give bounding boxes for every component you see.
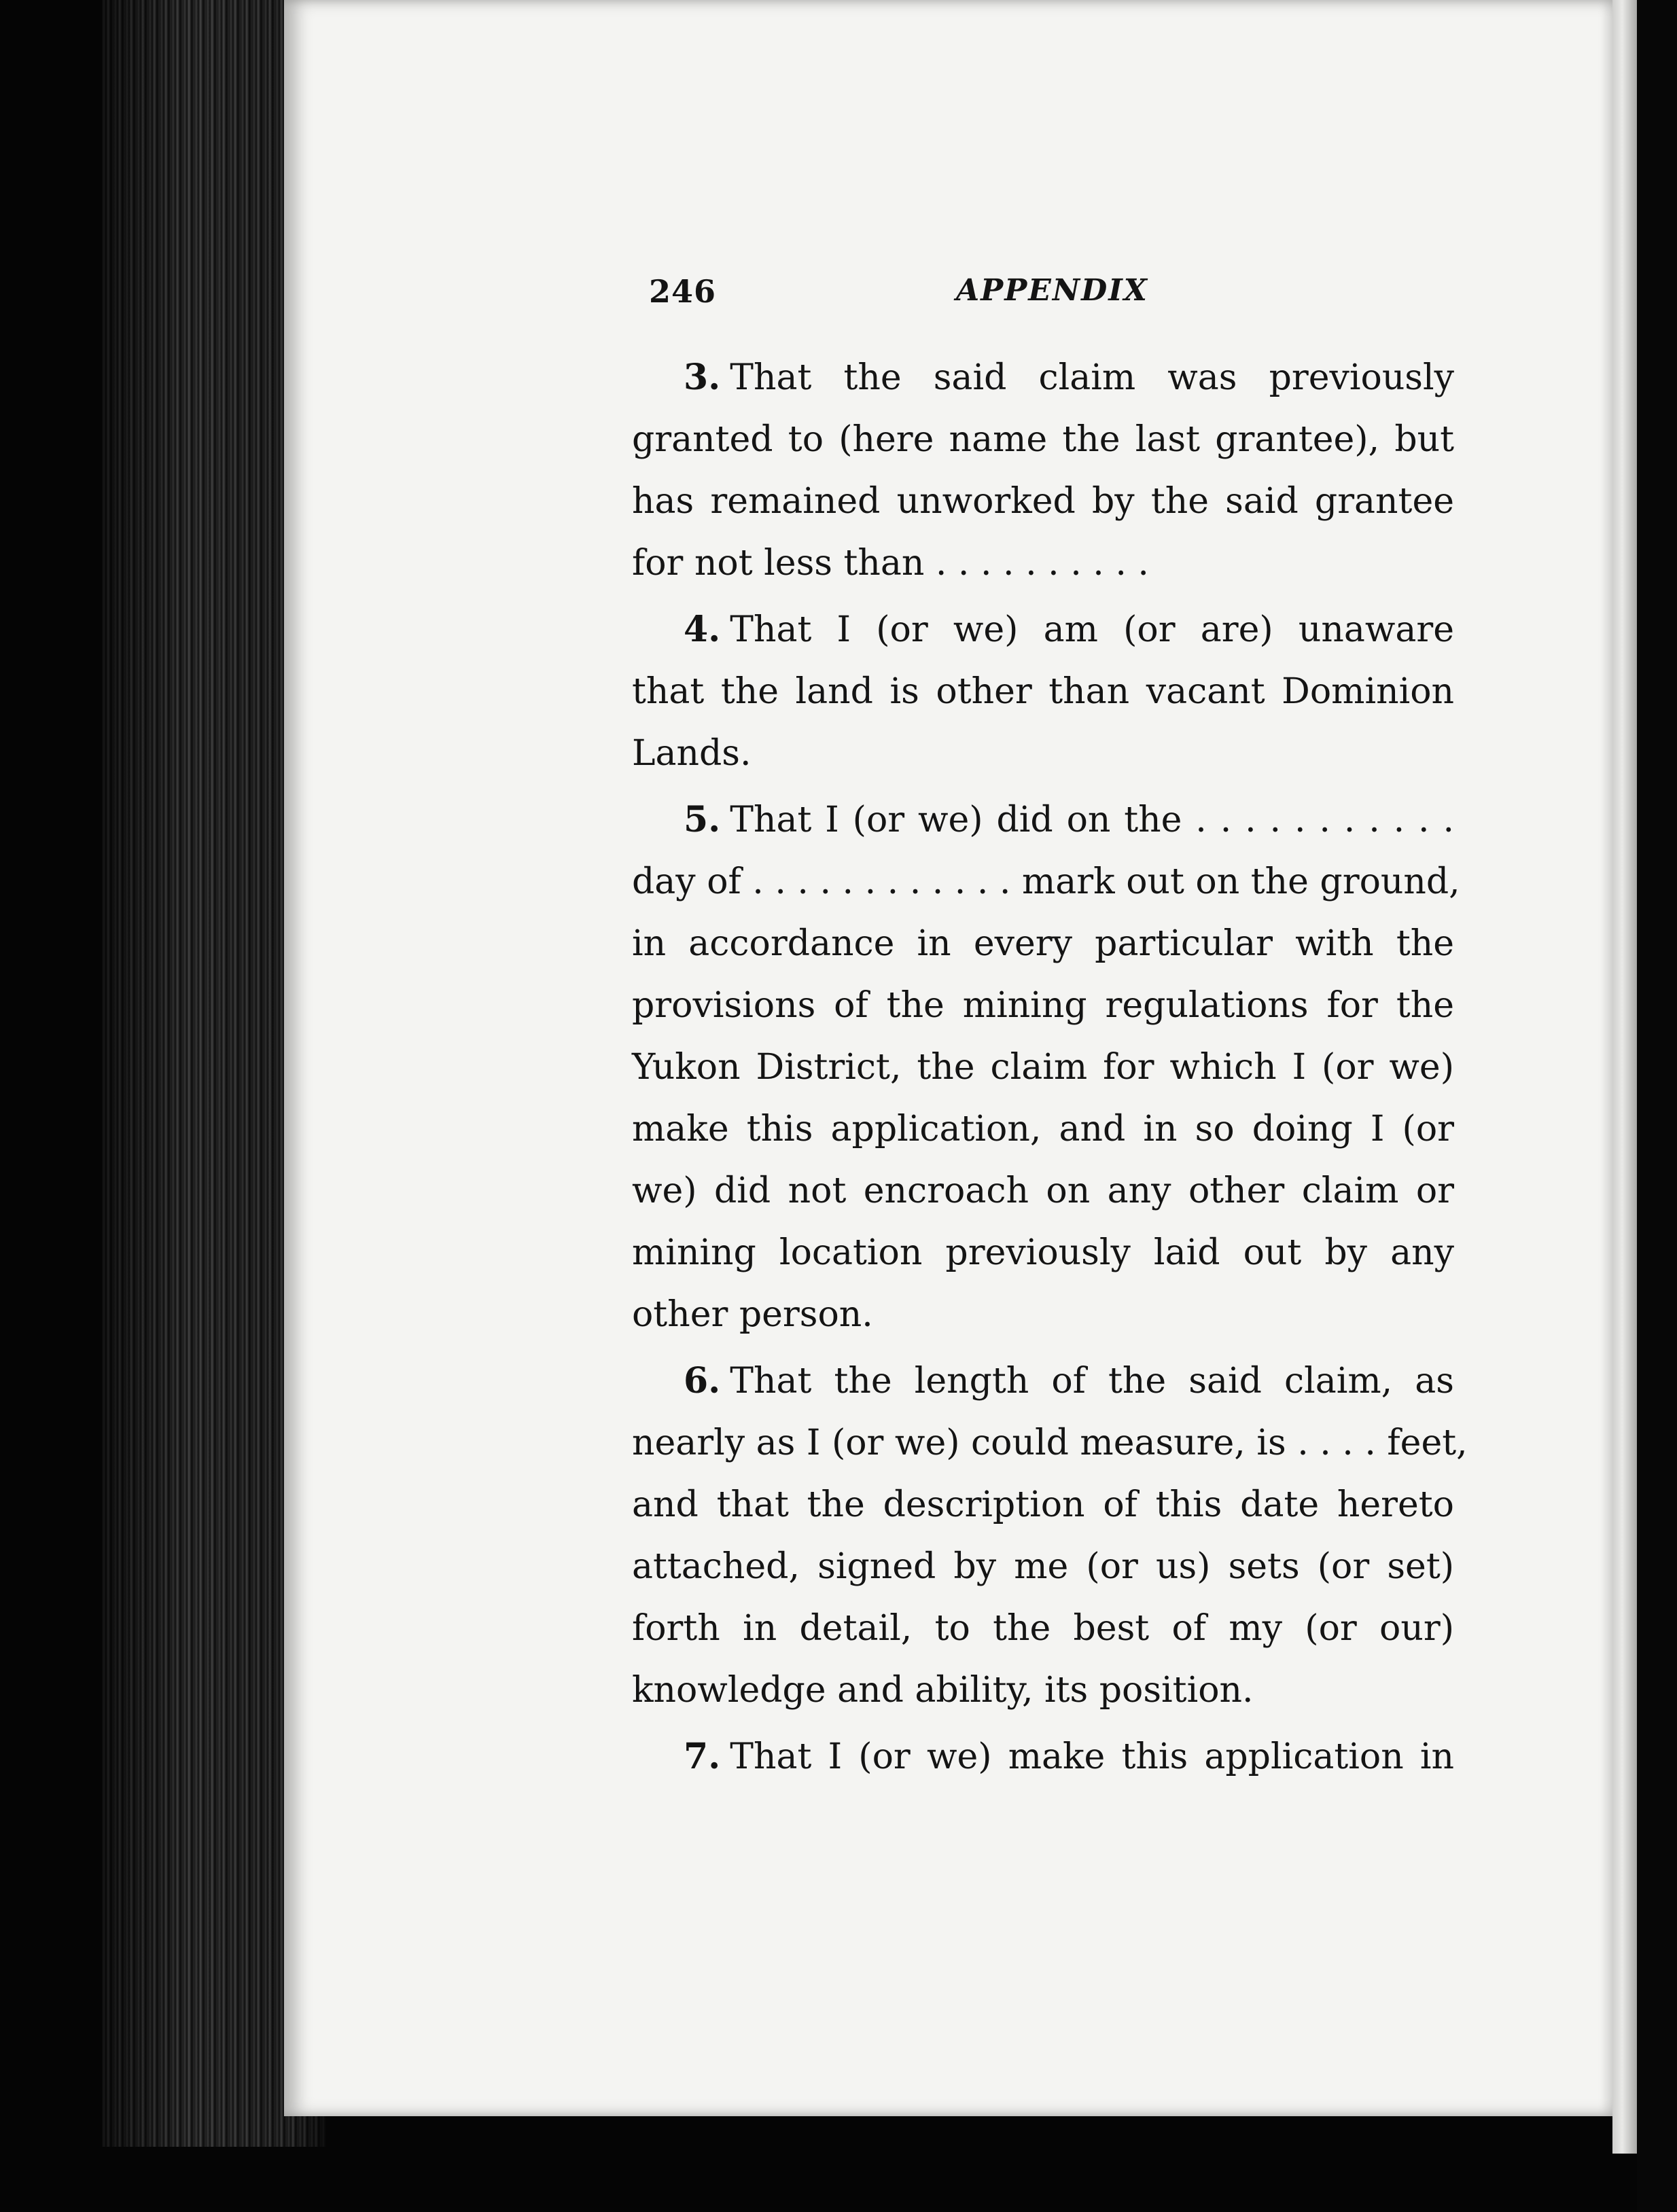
running-title: APPENDIX bbox=[956, 273, 1148, 308]
paragraph-line: Lands. bbox=[632, 733, 752, 774]
paragraph-6 bbox=[632, 1350, 1468, 1722]
paragraph-line: and that the description of this date hereto bbox=[632, 1484, 1454, 1525]
paragraph-3 bbox=[632, 346, 1454, 594]
paragraph-line: we) did not encroach on any other claim or bbox=[632, 1171, 1454, 1211]
paragraph-number: 3. bbox=[684, 357, 721, 398]
paragraph-5 bbox=[632, 789, 1460, 1346]
paragraph-number: 4. bbox=[684, 609, 721, 650]
paragraph-line: mining location previously laid out by any bbox=[632, 1232, 1454, 1273]
paragraph-line: nearly as I (or we) could measure, is . . . . feet, bbox=[632, 1423, 1468, 1463]
paragraph-line: forth in detail, to the best of my (or our) bbox=[632, 1608, 1454, 1649]
paragraph-line: 5. That I (or we) did on the . . . . . . . . . . . bbox=[684, 799, 1454, 840]
paragraph-line: in accordance in every particular with the bbox=[632, 923, 1454, 964]
paragraph-line: make this application, and in so doing I (or bbox=[632, 1109, 1454, 1149]
paragraph-7 bbox=[632, 1726, 1454, 1788]
paragraph-number: 5. bbox=[684, 799, 721, 840]
paragraph-line: has remained unworked by the said grantee bbox=[632, 481, 1454, 522]
right-dark-margin bbox=[1637, 0, 1677, 2212]
paragraph-4 bbox=[632, 599, 1454, 785]
paragraph-line: 7. That I (or we) make this application in bbox=[684, 1736, 1454, 1777]
paragraph-line: Yukon District, the claim for which I (or we) bbox=[632, 1047, 1454, 1088]
paragraph-line: granted to (here name the last grantee), but bbox=[632, 419, 1454, 460]
paragraph-number: 7. bbox=[684, 1736, 721, 1777]
paragraph-line: 4. That I (or we) am (or are) unaware bbox=[684, 609, 1454, 650]
running-head bbox=[649, 273, 1451, 327]
paragraph-line: for not less than . . . . . . . . . . bbox=[632, 543, 1149, 584]
paragraph-line: 3. That the said claim was previously bbox=[684, 357, 1454, 398]
paragraph-number: 6. bbox=[684, 1360, 721, 1402]
body-text bbox=[632, 346, 1468, 1792]
page-fold-strip bbox=[1612, 0, 1637, 2154]
paragraph-line: 6. That the length of the said claim, as bbox=[684, 1360, 1454, 1402]
paragraph-line: other person. bbox=[632, 1294, 873, 1335]
paragraph-line: day of . . . . . . . . . . . . mark out on the ground, bbox=[632, 861, 1460, 902]
paragraph-line: attached, signed by me (or us) sets (or set) bbox=[632, 1546, 1454, 1587]
paragraph-line: knowledge and ability, its position. bbox=[632, 1670, 1254, 1711]
page-number: 246 bbox=[649, 273, 717, 310]
paragraph-line: provisions of the mining regulations for the bbox=[632, 985, 1454, 1026]
paragraph-line: that the land is other than vacant Dominion bbox=[632, 671, 1454, 712]
